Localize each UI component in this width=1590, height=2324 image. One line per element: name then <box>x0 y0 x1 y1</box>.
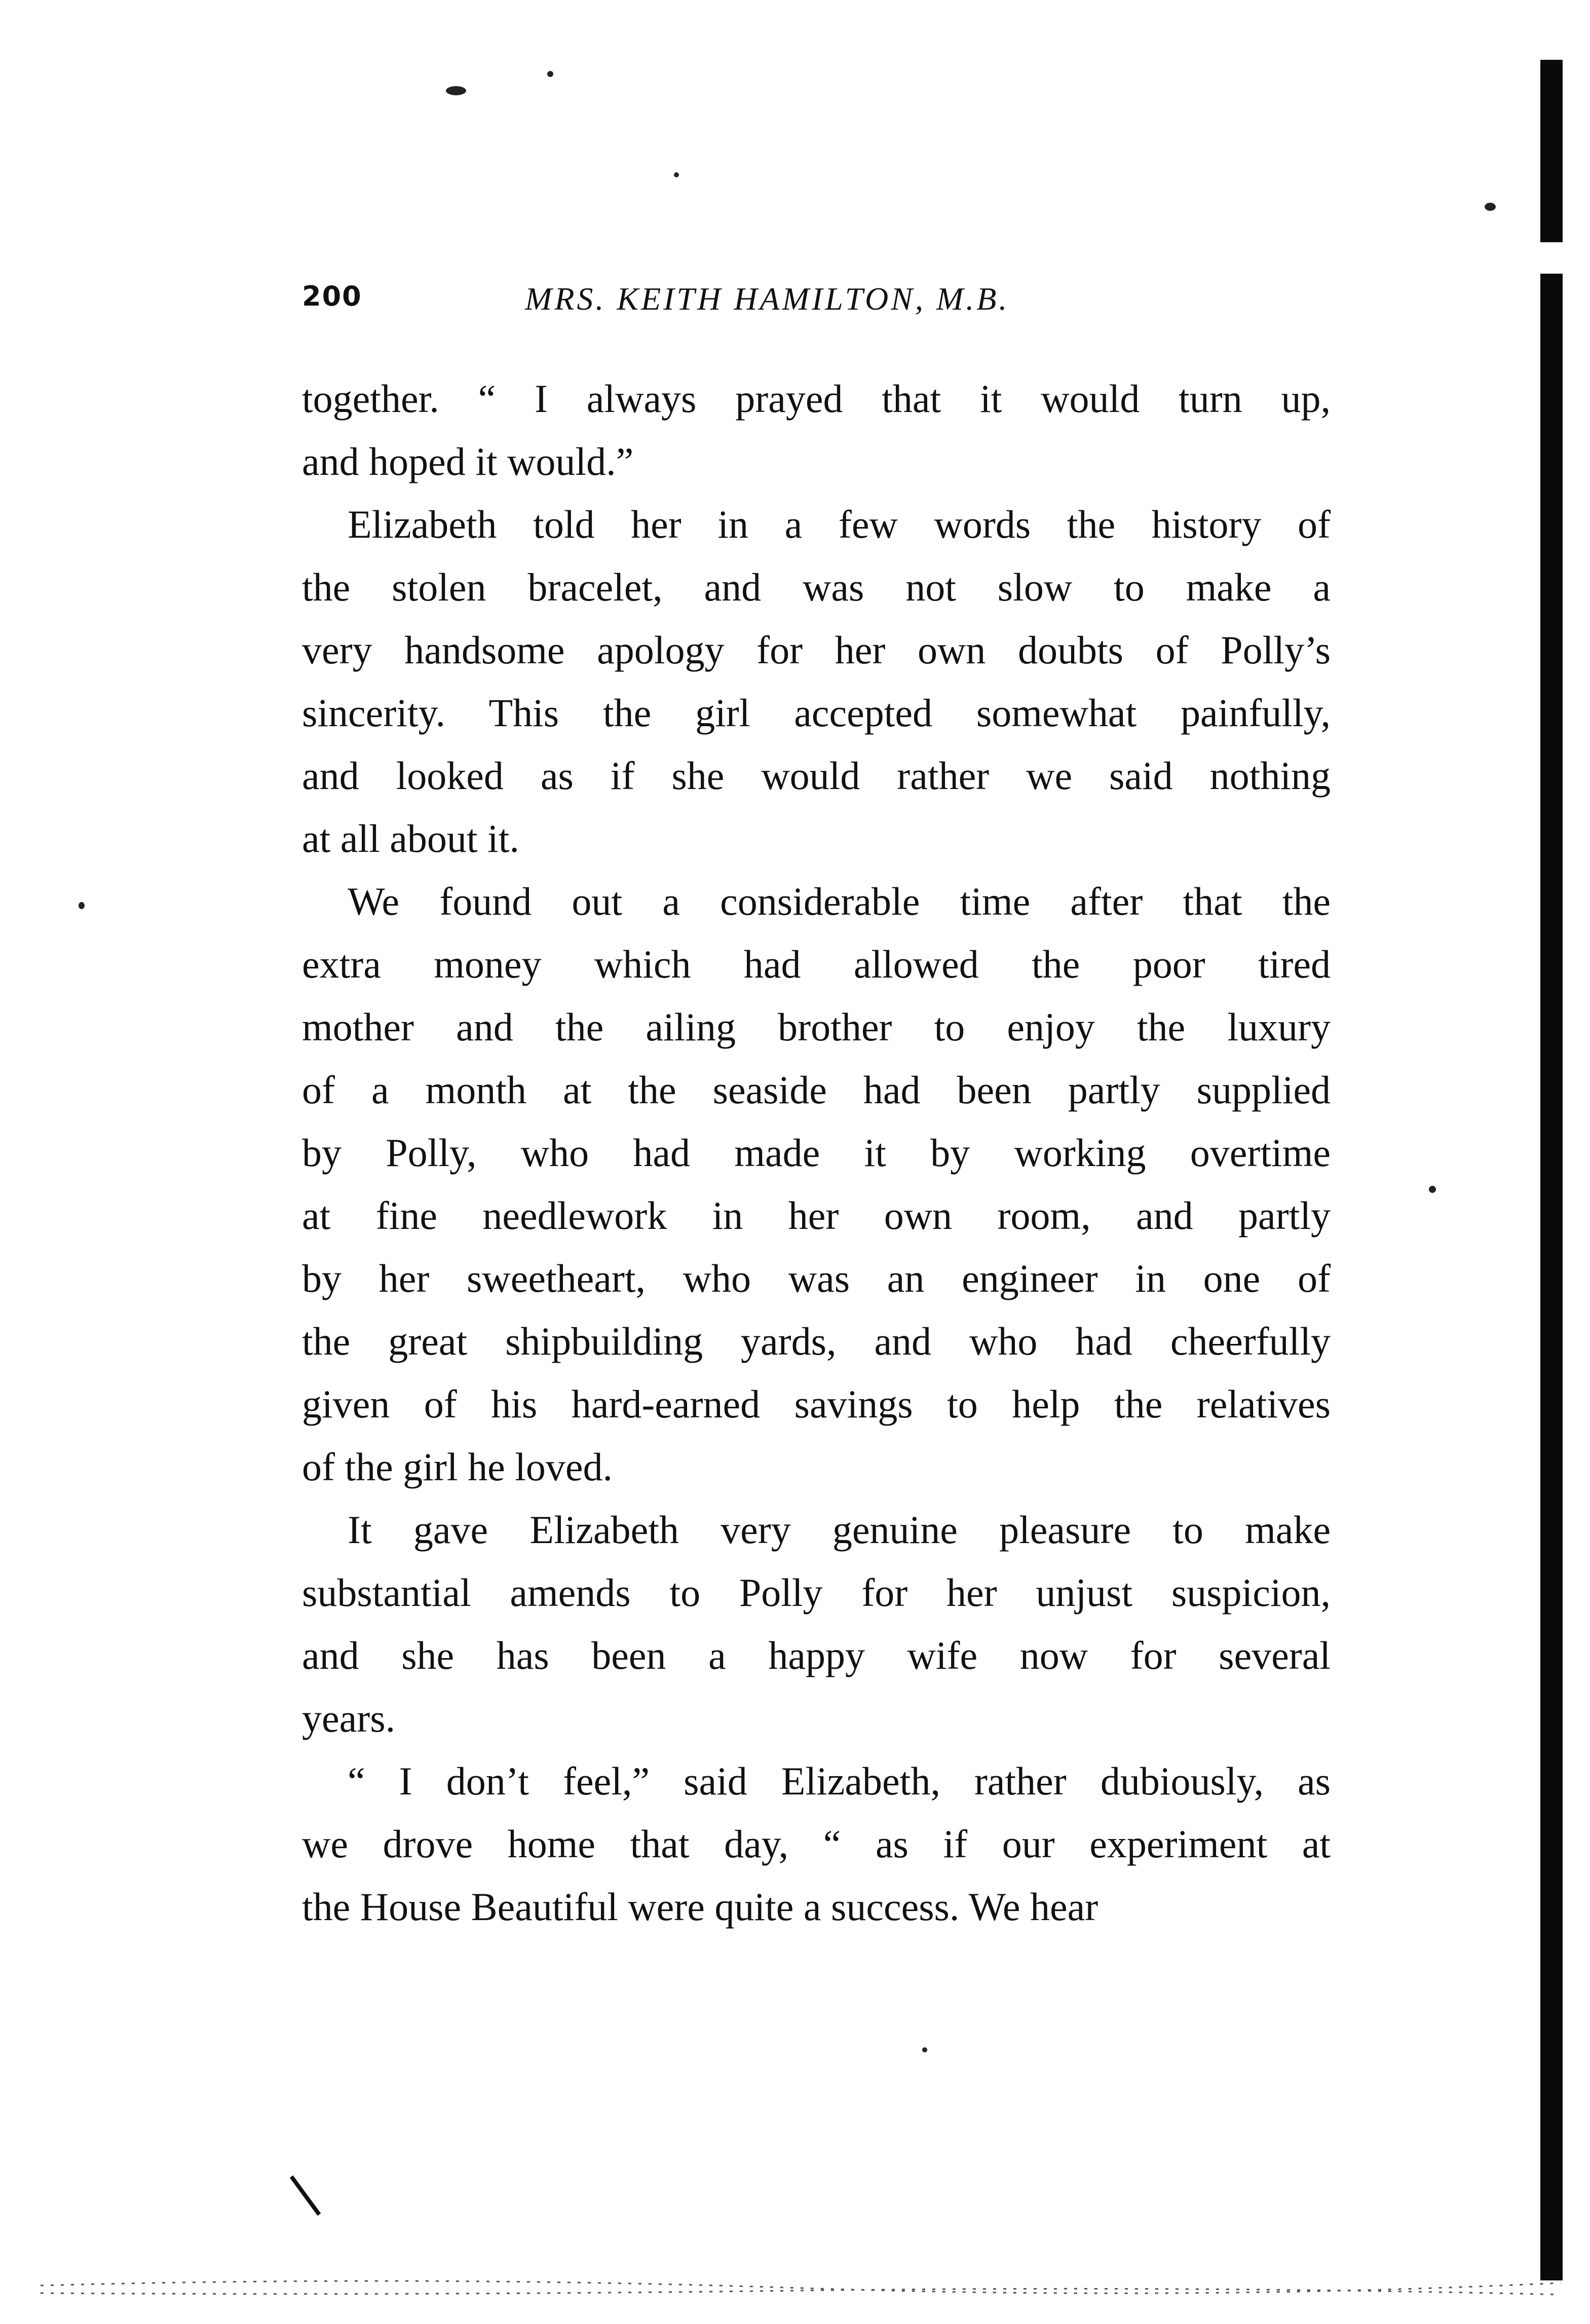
text-line: very handsome apology for her own doubts of Polly’s <box>302 628 1331 672</box>
text-line: by Polly, who had made it by working overtime <box>302 1131 1331 1175</box>
text-line: Elizabeth told her in a few words the history of <box>348 502 1331 546</box>
paragraph <box>302 870 1331 1498</box>
scan-mark-stroke <box>289 2174 324 2220</box>
text-line: the stolen bracelet, and was not slow to make a <box>302 565 1331 609</box>
text-line: sincerity. This the girl accepted somewhat painfully, <box>302 691 1331 735</box>
scan-speck <box>79 902 85 909</box>
paragraph <box>302 1498 1331 1750</box>
scan-speck <box>674 172 679 177</box>
text-line: and looked as if she would rather we said nothing <box>302 754 1331 798</box>
text-line: extra money which had allowed the poor tired <box>302 942 1331 986</box>
scan-speck <box>547 71 553 77</box>
text-line: and she has been a happy wife now for several <box>302 1633 1331 1677</box>
running-head: MRS. KEITH HAMILTON, M.B. <box>525 281 1010 317</box>
scan-speck <box>1429 1186 1436 1193</box>
text-line: mother and the ailing brother to enjoy the luxury <box>302 1005 1331 1049</box>
text-line: the great shipbuilding yards, and who had cheerfully <box>302 1319 1331 1363</box>
body-text <box>302 367 1331 1938</box>
scan-speck <box>446 86 466 95</box>
paragraph <box>302 367 1331 493</box>
text-line: at fine needlework in her own room, and partly <box>302 1193 1331 1238</box>
scan-noise-bottom <box>41 2265 1561 2301</box>
scan-edge-bar-top <box>1540 60 1563 242</box>
text-line: substantial amends to Polly for her unjust suspicion, <box>302 1570 1331 1615</box>
text-line: at all about it. <box>302 816 519 860</box>
text-line: We found out a considerable time after that the <box>348 879 1331 923</box>
paragraph <box>302 493 1331 870</box>
scan-speck <box>922 2047 927 2052</box>
text-line: of the girl he loved. <box>302 1445 613 1489</box>
paragraph <box>302 1750 1331 1938</box>
page-header <box>302 280 1184 321</box>
text-line: of a month at the seaside had been partly supplied <box>302 1068 1331 1112</box>
page-number: 200 <box>302 280 362 312</box>
text-line: and hoped it would.” <box>302 439 634 483</box>
text-line: by her sweetheart, who was an engineer in one of <box>302 1256 1331 1300</box>
text-line: It gave Elizabeth very genuine pleasure to make <box>348 1508 1331 1552</box>
text-line: we drove home that day, “ as if our experiment at <box>302 1822 1331 1866</box>
text-line: the House Beautiful were quite a success. We hear <box>302 1885 1099 1929</box>
scan-speck <box>1485 203 1496 211</box>
text-line: “ I don’t feel,” said Elizabeth, rather dubiously, as <box>348 1759 1331 1803</box>
text-line: given of his hard-earned savings to help the relatives <box>302 1382 1331 1426</box>
scan-edge-bar-bottom <box>1540 274 1563 2280</box>
text-line: together. “ I always prayed that it would turn up, <box>302 377 1331 421</box>
text-line: years. <box>302 1696 396 1740</box>
